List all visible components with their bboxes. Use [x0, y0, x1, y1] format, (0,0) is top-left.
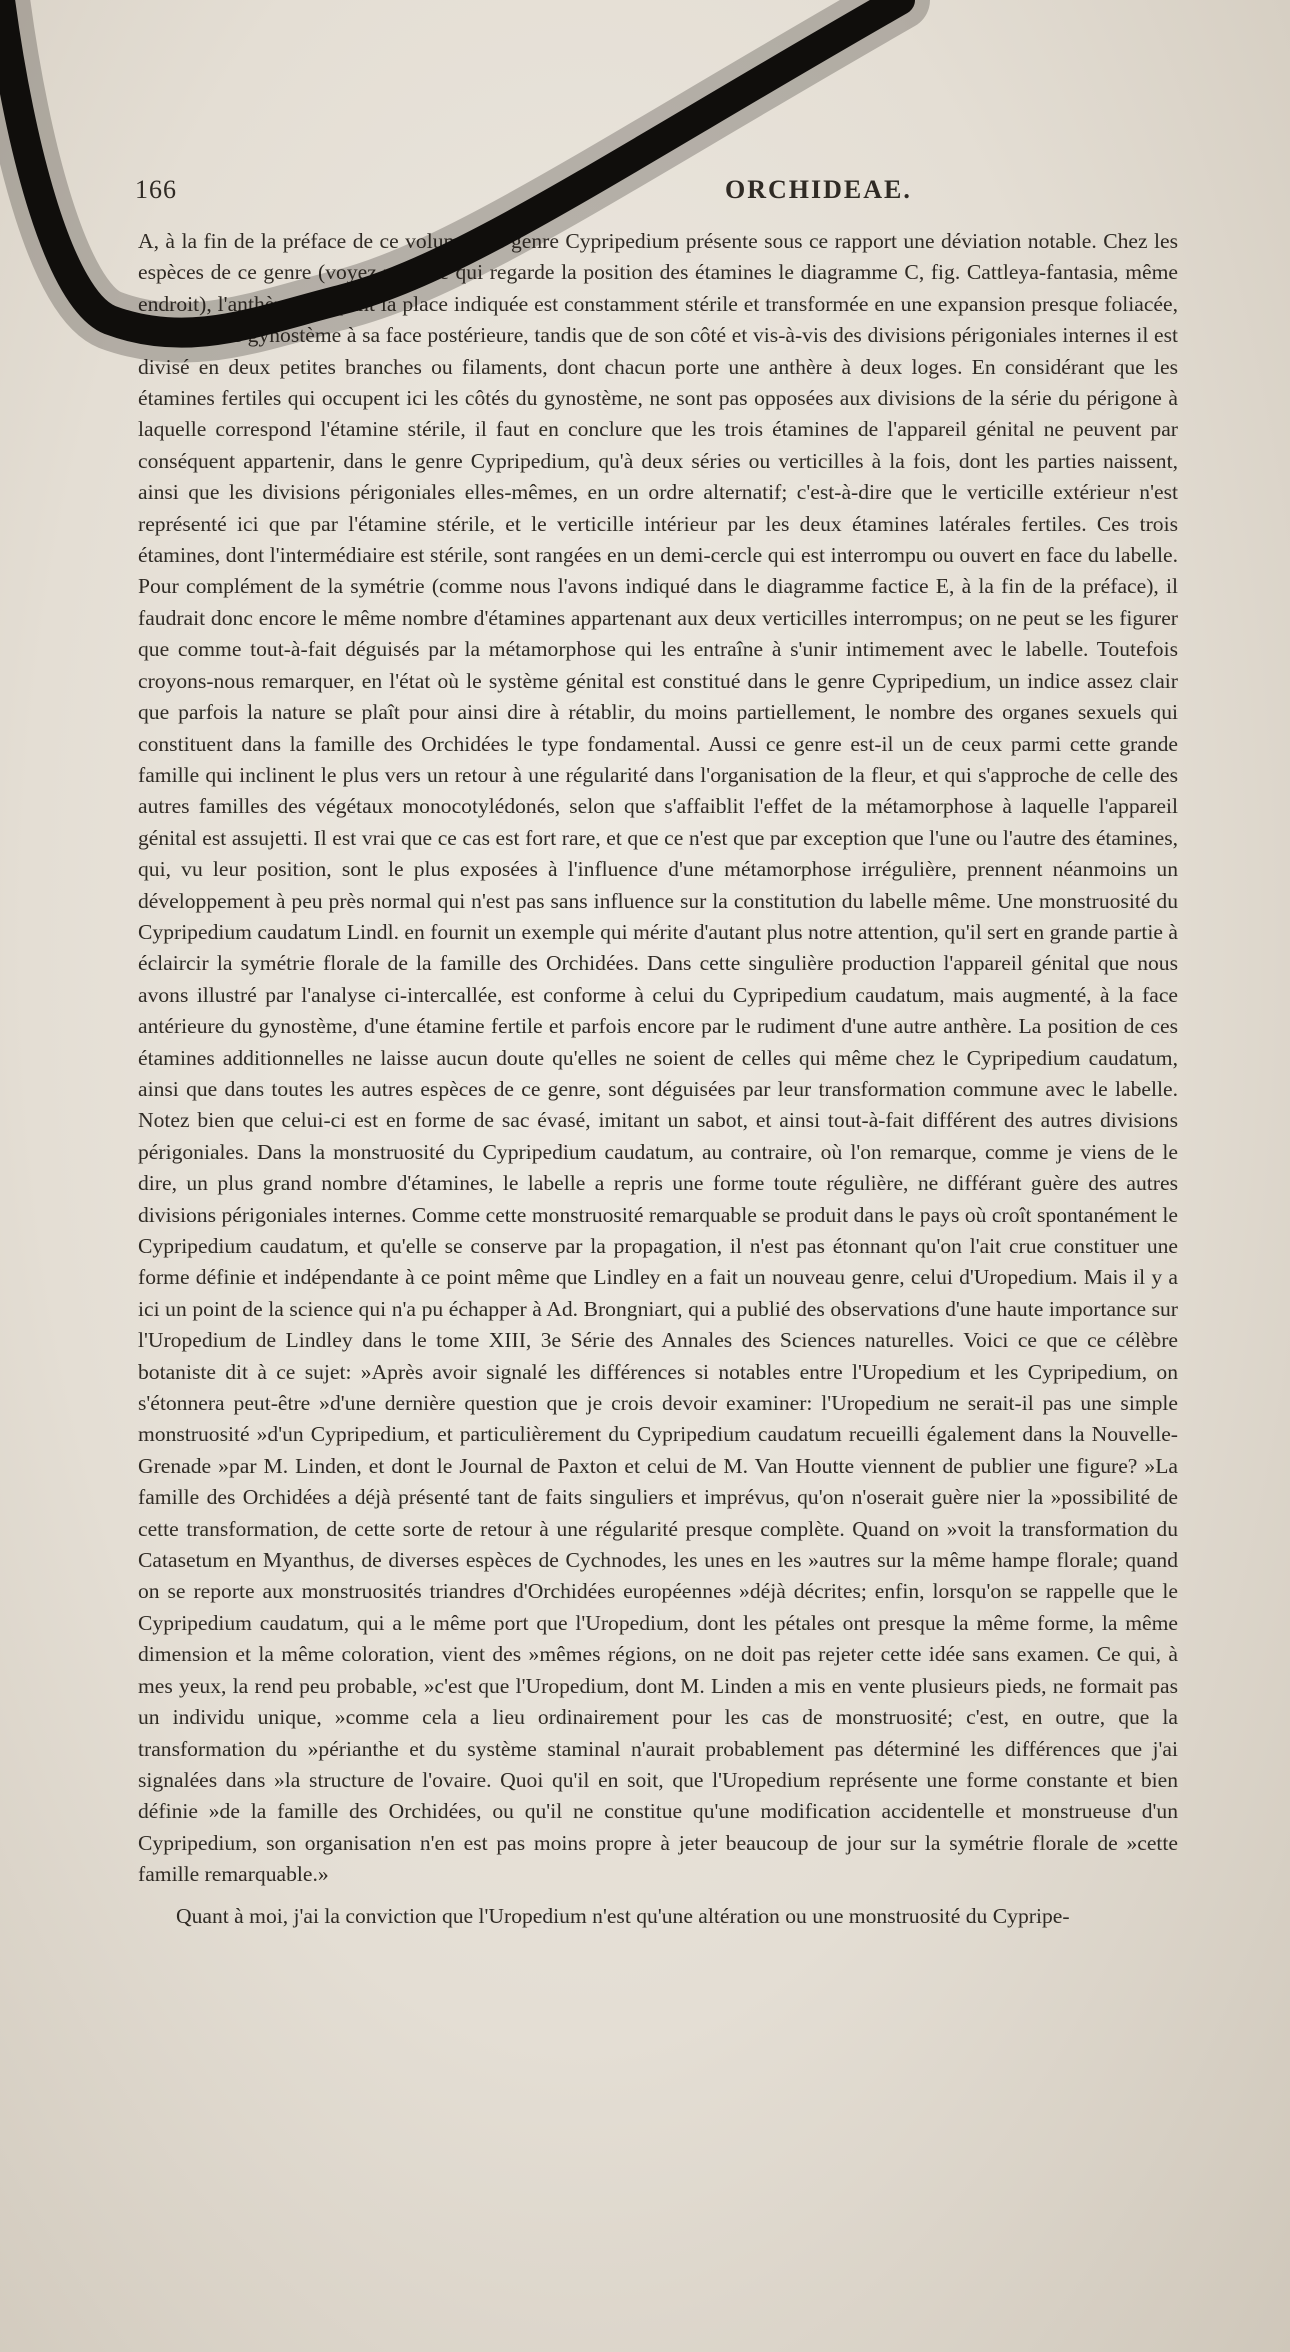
page-header — [135, 175, 1165, 215]
page-number: 166 — [135, 175, 177, 204]
paragraph-main: A, à la fin de la préface de ce volume), le genre Cypripedium présente sous ce rapport une déviation notable. Chez les espèces de ce genre (voyez pour ce qui regarde la position des étamines le diagramme C, fig. Cattleya-fantasia, même endroit), l'anthère occupant la place indiquée est constamment stérile et transformée en une expansion presque foliacée, terminant le gynostème à sa face postérieure, tandis que de son côté et vis-à-vis des divisions périgoniales internes il est divisé en deux petites branches ou filaments, dont chacun porte une anthère à deux loges. En considérant que les étamines fertiles qui occupent ici les côtés du gynostème, ne sont pas opposées aux divisions de la série du périgone à laquelle correspond l'étamine stérile, il faut en conclure que les trois étamines de l'appareil génital ne peuvent par conséquent appartenir, dans le genre Cypripedium, qu'à deux séries ou verticilles à la fois, dont les parties naissent, ainsi que les divisions périgoniales elles-mêmes, en un ordre alternatif; c'est-à-dire que le verticille extérieur n'est représenté ici que par l'étamine stérile, et le verticille intérieur par les deux étamines latérales fertiles. Ces trois étamines, dont l'intermédiaire est stérile, sont rangées en un demi-cercle qui est interrompu ou ouvert en face du labelle. Pour complément de la symétrie (comme nous l'avons indiqué dans le diagramme factice E, à la fin de la préface), il faudrait donc encore le même nombre d'étamines appartenant aux deux verticilles interrompus; on ne peut se les figurer que comme tout-à-fait déguisés par la métamorphose qui les entraîne à s'unir intimement avec le labelle. Toutefois croyons-nous remarquer, en l'état où le système génital est constitué dans le genre Cypripedium, un indice assez clair que parfois la nature se plaît pour ainsi dire à rétablir, du moins partiellement, le nombre des organes sexuels qui constituent dans la famille des Orchidées le type fondamental. Aussi ce genre est-il un de ceux parmi cette grande famille qui inclinent le plus vers un retour à une régularité dans l'organisation de la fleur, et qui s'approche de celle des autres familles des végétaux monocotylédonés, selon que s'affaiblit l'effet de la métamorphose à laquelle l'appareil génital est assujetti. Il est vrai que ce cas est fort rare, et que ce n'est que par exception que l'une ou l'autre des étamines, qui, vu leur position, sont le plus exposées à l'influence d'une métamorphose irrégulière, prennent néanmoins un développement à peu près normal qui n'est pas sans influence sur la constitution du labelle même. Une monstruosité du Cypripedium caudatum Lindl. en fournit un exemple qui mérite d'autant plus notre attention, qu'il sert en grande partie à éclaircir la symétrie florale de la famille des Orchidées. Dans cette singulière production l'appareil génital que nous avons illustré par l'analyse ci-intercallée, est conforme à celui du Cypripedium caudatum, mais augmenté, à la face antérieure du gynostème, d'une étamine fertile et parfois encore par le rudiment d'une autre anthère. La position de ces étamines additionnelles ne laisse aucun doute qu'elles ne soient de celles qui même chez le Cypripedium caudatum, ainsi que dans toutes les autres espèces de ce genre, sont déguisées par leur transformation commune avec le labelle. Notez bien que celui-ci est en forme de sac évasé, imitant un sabot, et ainsi tout-à-fait différent des autres divisions périgoniales. Dans la monstruosité du Cypripedium caudatum, au contraire, où l'on remarque, comme je viens de le dire, un plus grand nombre d'étamines, le labelle a repris une forme toute régulière, ne différant guère des autres divisions périgoniales internes. Comme cette monstruosité remarquable se produit dans le pays où croît spontanément le Cypripedium caudatum, et qu'elle se conserve par la propagation, il n'est pas étonnant qu'on l'ait crue constituer une forme définie et indépendante à ce point même que Lindley en a fait un nouveau genre, celui d'Uropedium. Mais il y a ici un point de la science qui n'a pu échapper à Ad. Brongniart, qui a publié des observations d'une haute importance sur l'Uropedium de Lindley dans le tome XIII, 3e Série des Annales des Sciences naturelles. Voici ce que ce célèbre botaniste dit à ce sujet: »Après avoir signalé les différences si notables entre l'Uropedium et les Cypripedium, on s'étonnera peut-être »d'une dernière question que je crois devoir examiner: l'Uropedium ne serait-il pas une simple monstruosité »d'un Cypripedium, et particulièrement du Cypripedium caudatum recueilli également dans la Nouvelle-Grenade »par M. Linden, et dont le Journal de Paxton et celui de M. Van Houtte viennent de publier une figure? »La famille des Orchidées a déjà présenté tant de faits singuliers et imprévus, qu'on n'oserait guère nier la »possibilité de cette transformation, de cette sorte de retour à une régularité presque complète. Quand on »voit la transformation du Catasetum en Myanthus, de diverses espèces de Cychnodes, les unes en les »autres sur la même hampe florale; quand on se reporte aux monstruosités triandres d'Orchidées européennes »déjà décrites; enfin, lorsqu'on se rappelle que le Cypripedium caudatum, qui a le même port que l'Uropedium, dont les pétales ont presque la même forme, la même dimension et la même coloration, vient des »mêmes régions, on ne doit pas rejeter cette idée sans examen. Ce qui, à mes yeux, la rend peu probable, »c'est que l'Uropedium, dont M. Linden a mis en vente plusieurs pieds, ne formait pas un individu unique, »comme cela a lieu ordinairement pour les cas de monstruosité; c'est, en outre, que la transformation du »périanthe et du système staminal n'aurait probablement pas déterminé les différences que j'ai signalées dans »la structure de l'ovaire. Quoi qu'il en soit, que l'Uropedium représente une forme constante et bien définie »de la famille des Orchidées, ou qu'il ne constitue qu'une modification accidentelle et monstrueuse d'un Cypripedium, son organisation n'en est pas moins propre à jeter beaucoup de jour sur la symétrie florale de »cette famille remarquable.» — [138, 229, 1178, 1887]
body-text — [138, 226, 1178, 1932]
running-title: ORCHIDEAE. — [725, 175, 912, 204]
paragraph-closing: Quant à moi, j'ai la conviction que l'Uropedium n'est qu'une altération ou une monstruosité du Cypripe- — [176, 1903, 1070, 1928]
